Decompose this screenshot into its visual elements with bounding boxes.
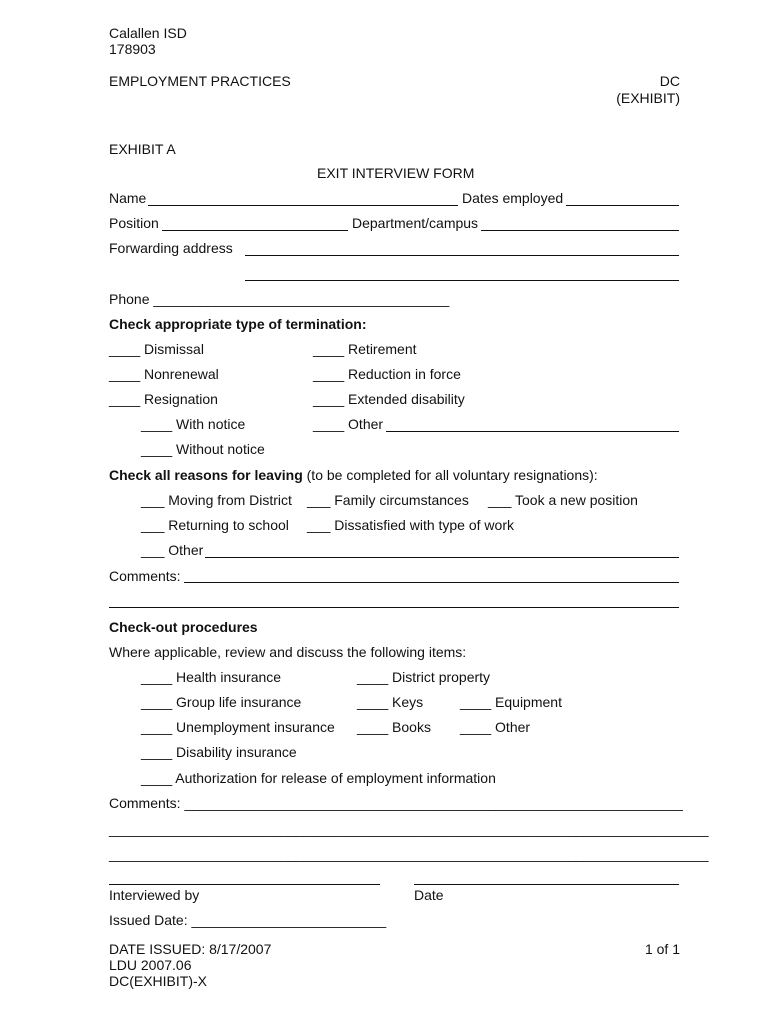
checkout-instructions: Where applicable, review and discuss the following items: [109,644,467,660]
reason-other-field[interactable] [205,557,679,558]
item-equipment[interactable]: ____ Equipment [460,694,562,710]
footer-page-number: 1 of 1 [644,941,680,957]
option-reduction-in-force[interactable]: ____ Reduction in force [313,366,461,382]
footer-date-issued: DATE ISSUED: 8/17/2007 [109,941,272,957]
dates-employed-field[interactable] [566,205,679,206]
exhibit-label: EXHIBIT A [109,141,176,157]
forwarding-address-field-line2[interactable] [245,280,679,281]
checkout-comments-field-line2[interactable]: _____________________________________________________________________________ [109,821,709,837]
department-label: Department/campus [352,215,479,231]
item-disability-insurance[interactable]: ____ Disability insurance [141,744,297,760]
item-health-insurance[interactable]: ____ Health insurance [141,669,282,685]
item-authorization-release[interactable]: ____ Authorization for release of employment information [141,770,496,786]
name-label: Name [109,190,147,206]
reason-dissatisfied[interactable]: ___ Dissatisfied with type of work [307,517,514,533]
reasons-comments-field-line2[interactable] [109,607,679,608]
reason-moving[interactable]: ___ Moving from District [141,492,292,508]
footer-doc-code: DC(EXHIBIT)-X [109,973,207,989]
issued-date-field[interactable]: Issued Date: _________________________ [109,912,387,928]
date-field[interactable] [414,884,679,885]
section-title: EMPLOYMENT PRACTICES [109,73,291,89]
option-with-notice[interactable]: ____ With notice [141,416,246,432]
policy-code: DC [659,73,680,89]
option-nonrenewal[interactable]: ____ Nonrenewal [109,366,219,382]
interviewed-by-label: Interviewed by [109,887,200,903]
item-group-life-insurance[interactable]: ____ Group life insurance [141,694,302,710]
form-title: EXIT INTERVIEW FORM [317,165,475,181]
item-keys[interactable]: ____ Keys [357,694,424,710]
reasons-heading-bold: Check all reasons for leaving [109,467,303,483]
name-field[interactable] [148,205,458,206]
date-label: Date [414,887,444,903]
item-books[interactable]: ____ Books [357,719,431,735]
footer-ldu: LDU 2007.06 [109,957,192,973]
reason-new-position[interactable]: ___ Took a new position [488,492,638,508]
option-dismissal[interactable]: ____ Dismissal [109,341,204,357]
position-label: Position [109,215,159,231]
policy-type: (EXHIBIT) [616,90,680,106]
district-code: 178903 [109,41,156,57]
item-other[interactable]: ____ Other [460,719,531,735]
option-extended-disability[interactable]: ____ Extended disability [313,391,465,407]
item-district-property[interactable]: ____ District property [357,669,491,685]
checkout-comments-field-line3[interactable]: _____________________________________________________________________________ [109,846,709,862]
reasons-heading-note: (to be completed for all voluntary resignations): [302,467,598,483]
department-field[interactable] [481,230,679,231]
option-retirement[interactable]: ____ Retirement [313,341,417,357]
reason-school[interactable]: ___ Returning to school [141,517,289,533]
reasons-comments-label: Comments: [109,568,181,584]
position-field[interactable] [162,230,348,231]
reasons-comments-field-line1[interactable] [184,582,679,583]
reason-family[interactable]: ___ Family circumstances [307,492,469,508]
option-termination-other[interactable]: ____ Other [313,416,384,432]
option-without-notice[interactable]: ____ Without notice [141,441,265,457]
reason-other[interactable]: ___ Other [141,542,204,558]
district-name: Calallen ISD [109,25,187,41]
dates-employed-label: Dates employed [462,190,564,206]
reasons-heading [109,467,598,483]
forwarding-address-field-line1[interactable] [245,255,679,256]
phone-field[interactable]: Phone ______________________________________ [109,291,450,307]
termination-heading: Check appropriate type of termination: [109,316,367,332]
interviewed-by-field[interactable] [109,884,380,885]
forwarding-address-label: Forwarding address [109,240,233,256]
option-resignation[interactable]: ____ Resignation [109,391,218,407]
termination-other-field[interactable] [386,431,679,432]
item-unemployment-insurance[interactable]: ____ Unemployment insurance [141,719,335,735]
checkout-comments-field-line1[interactable]: Comments: ________________________________________________________________ [109,795,683,811]
checkout-heading: Check-out procedures [109,619,258,635]
